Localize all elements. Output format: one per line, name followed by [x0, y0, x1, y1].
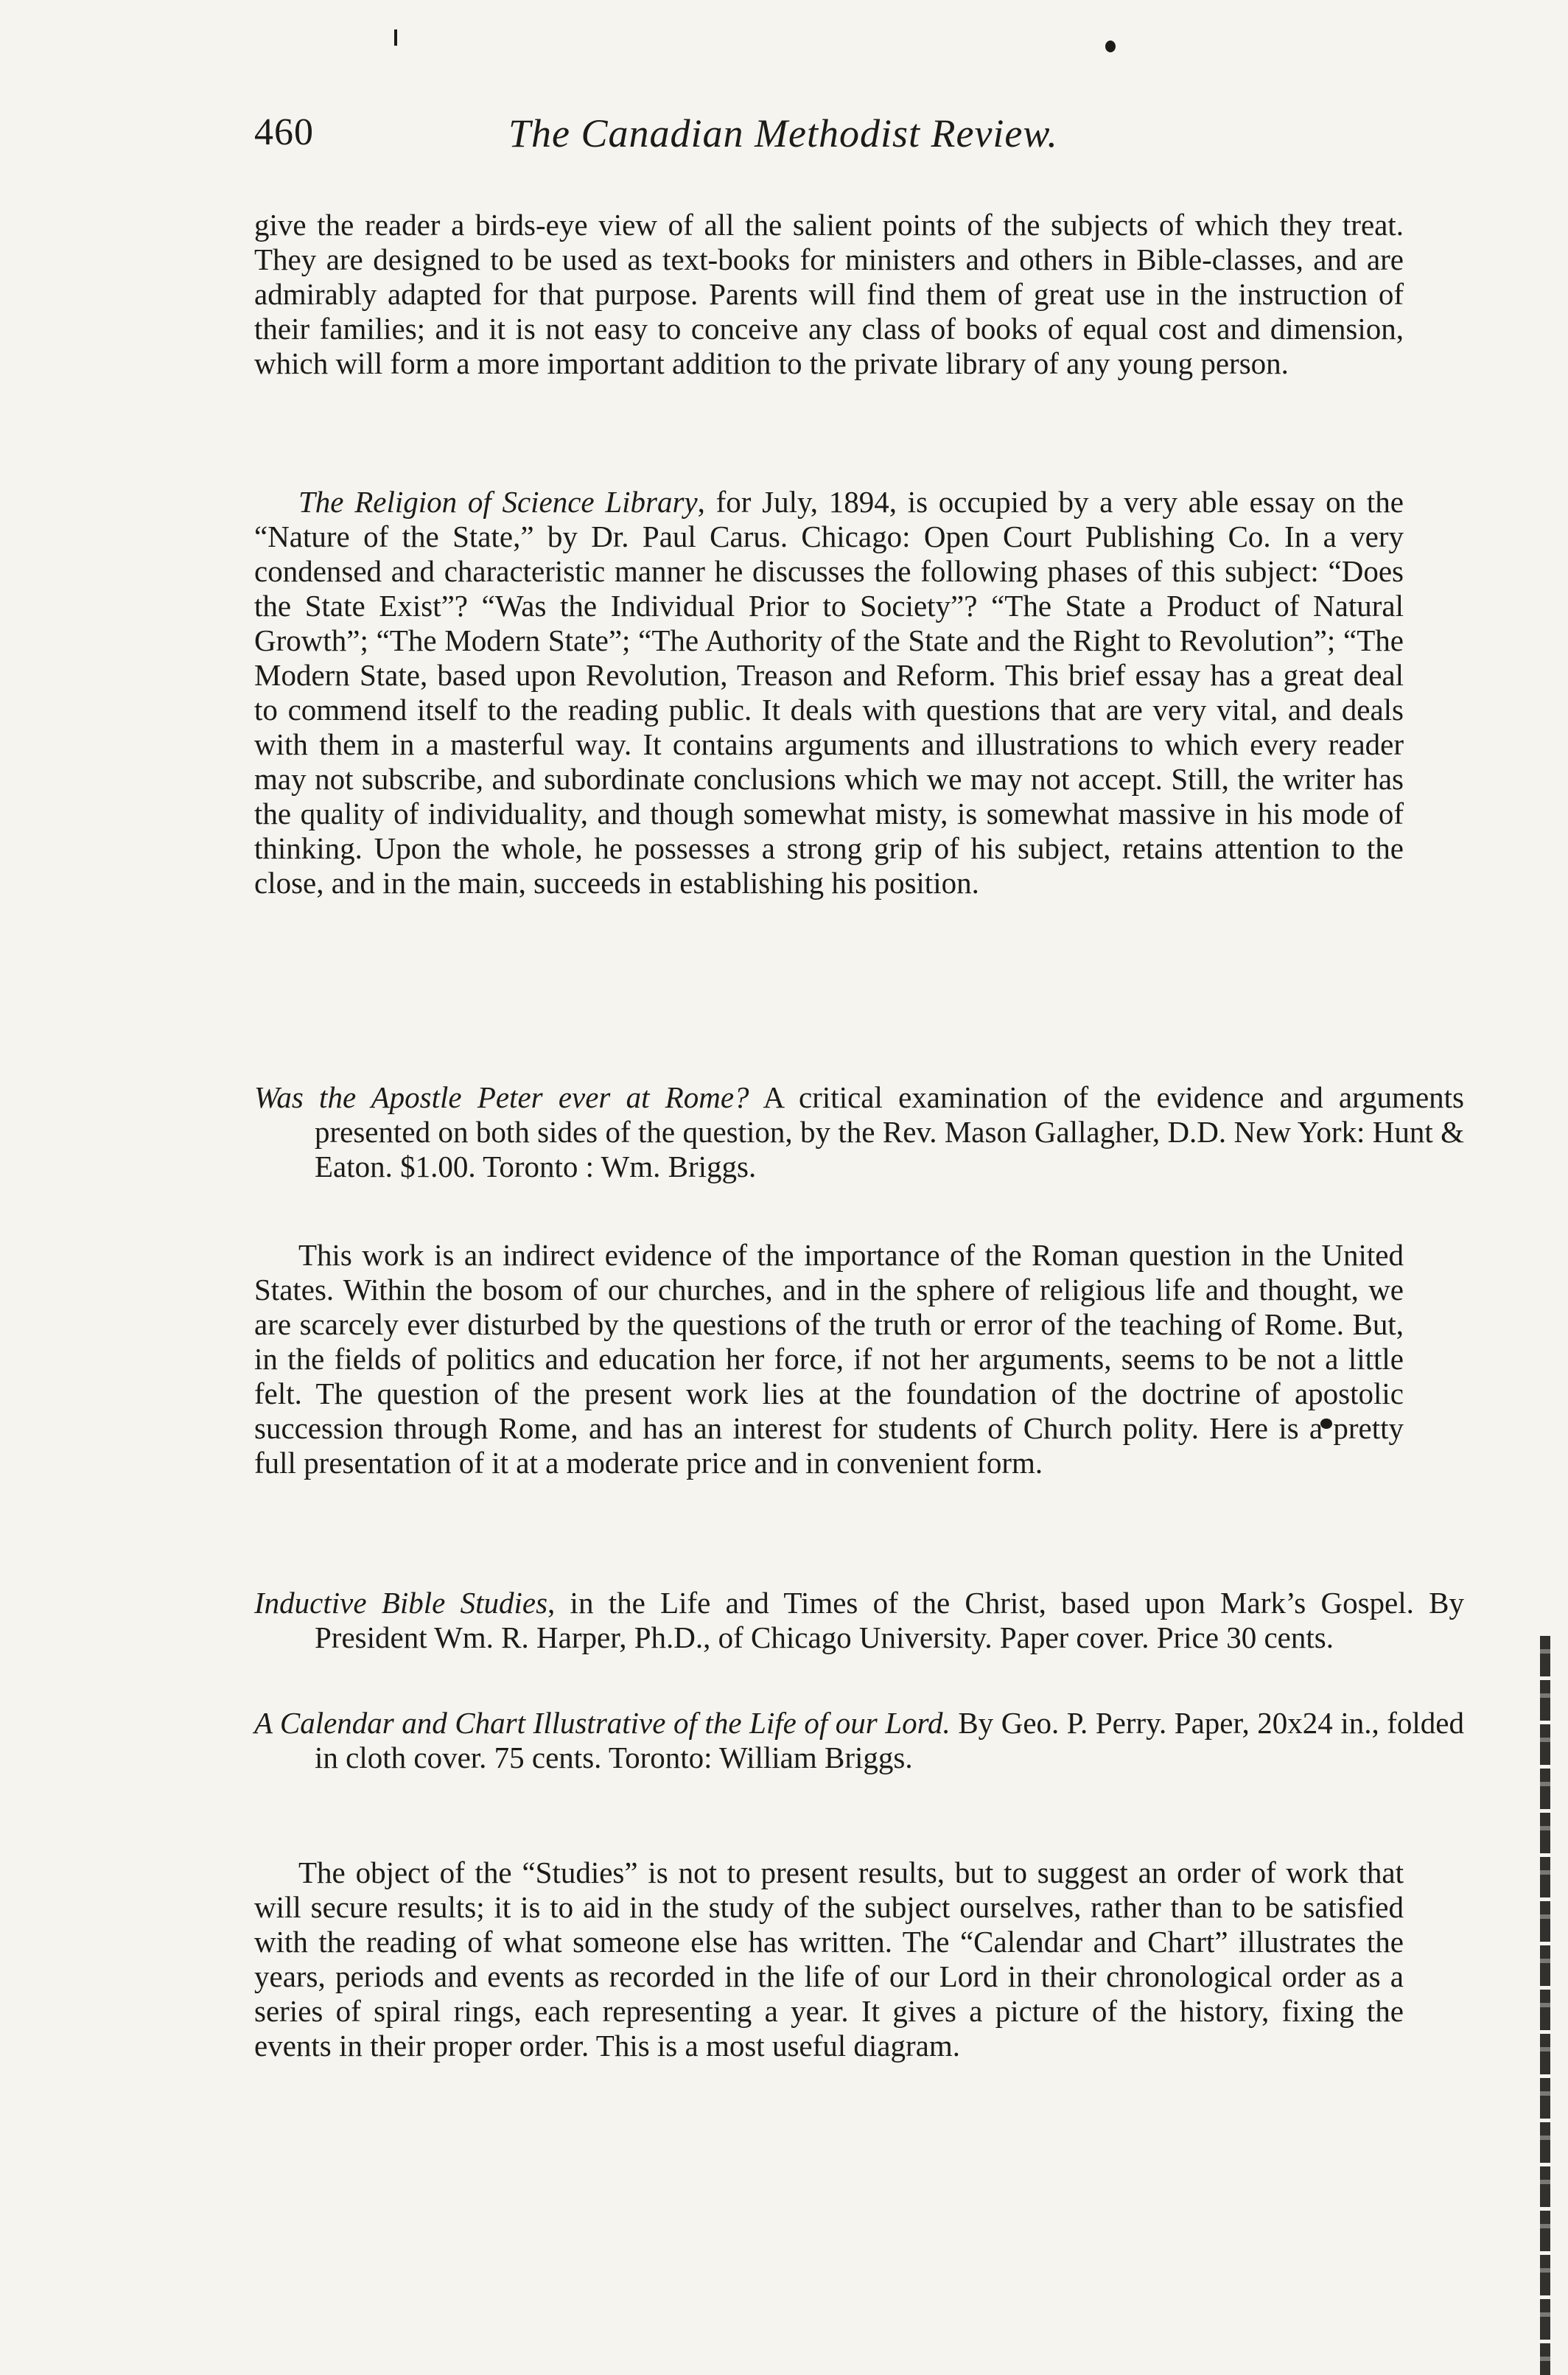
- scan-margin-edge: [1540, 1636, 1550, 2375]
- review-calendar-chart-heading: [254, 1706, 1464, 1775]
- page-number: 460: [254, 111, 314, 153]
- running-title: The Canadian Methodist Review.: [508, 111, 1058, 155]
- review-continuation: [254, 208, 1404, 381]
- page-header: [254, 111, 1404, 169]
- paragraph-text: A critical examination of the evidence and arguments presented on both sides of the question, by the Rev. Mason Gallagher, D.D. New York: Hunt & Eaton. $1.00. Toronto : Wm. Briggs.: [315, 1080, 1464, 1183]
- paragraph-text: , for July, 1894, is occupied by a very able essay on the “Nature of the State,” by Dr. Paul Carus. Chicago: Open Court Publishing Co. In a very condensed and characteristic manner he discusses the following phases of this subject: “Does the State Exist”? “Was the Individual Prior to Society”? “The State a Product of Natural Growth”; “The Modern State”; “The Authority of the State and the Right to Revolution”; “The Modern State, based upon Revolution, Treason and Reform. This brief essay has a great deal to commend itself to the reading public. It deals with questions that are very vital, and deals with them in a masterful way. It contains arguments and illustrations to which every reader may not subscribe, and subordinate conclusions which we may not accept. Still, the writer has the quality of individuality, and though somewhat misty, is somewhat massive in his mode of thinking. Upon the whole, he possesses a strong grip of his subject, retains attention to the close, and in the main, succeeds in establishing his position.: [254, 485, 1404, 900]
- paragraph-text: , in the Life and Times of the Christ, based upon Mark’s Gospel. By President Wm. R. Harper, Ph.D., of Chicago University. Paper cover. Price 30 cents.: [315, 1586, 1464, 1654]
- book-title: A Calendar and Chart Illustrative of the Life of our Lord.: [254, 1706, 951, 1740]
- review-religion-of-science: [254, 485, 1404, 900]
- book-title: Was the Apostle Peter ever at Rome?: [254, 1080, 749, 1114]
- book-title: Inductive Bible Studies: [254, 1586, 548, 1620]
- scan-speck: [1105, 41, 1116, 52]
- review-apostle-peter-heading: [254, 1080, 1464, 1184]
- paragraph-text: This work is an indirect evidence of the importance of the Roman question in the United States. Within the bosom of our churches, and in the sphere of religious life and thought, we are scarcely ever disturbed by the questions of the truth or error of the teaching of Rome. But, in the fields of politics and education her force, if not her arguments, seems to be not a little felt. The question of the present work lies at the foundation of the doctrine of apostolic succession through Rome, and has an interest for students of Church polity. Here is a pretty full presentation of it at a moderate price and in convenient form.: [254, 1238, 1404, 1480]
- review-inductive-bible-studies-heading: [254, 1586, 1464, 1655]
- book-title: The Religion of Science Library: [298, 485, 698, 519]
- paragraph-text: The object of the “Studies” is not to present results, but to suggest an order of work that will secure results; it is to aid in the study of the subject ourselves, rather than to be satisfied with the reading of what someone else has written. The “Calendar and Chart” illustrates the years, periods and events as recorded in the life of our Lord in their chronological order as a series of spiral rings, each representing a year. It gives a picture of the history, fixing the events in their proper order. This is a most useful diagram.: [254, 1855, 1404, 2063]
- review-studies-calendar-body: [254, 1855, 1404, 2063]
- paragraph-text: By Geo. P. Perry. Paper, 20x24 in., folded in cloth cover. 75 cents. Toronto: William Briggs.: [315, 1706, 1464, 1774]
- scan-speck: [394, 29, 397, 46]
- review-apostle-peter-body: [254, 1238, 1404, 1480]
- paragraph-text: give the reader a birds-eye view of all the salient points of the subjects of which they treat. They are designed to be used as text-books for ministers and others in Bible-classes, and are admirably adapted for that purpose. Parents will find them of great use in the instruction of their families; and it is not easy to conceive any class of books of equal cost and dimension, which will form a more important addition to the private library of any young person.: [254, 208, 1404, 380]
